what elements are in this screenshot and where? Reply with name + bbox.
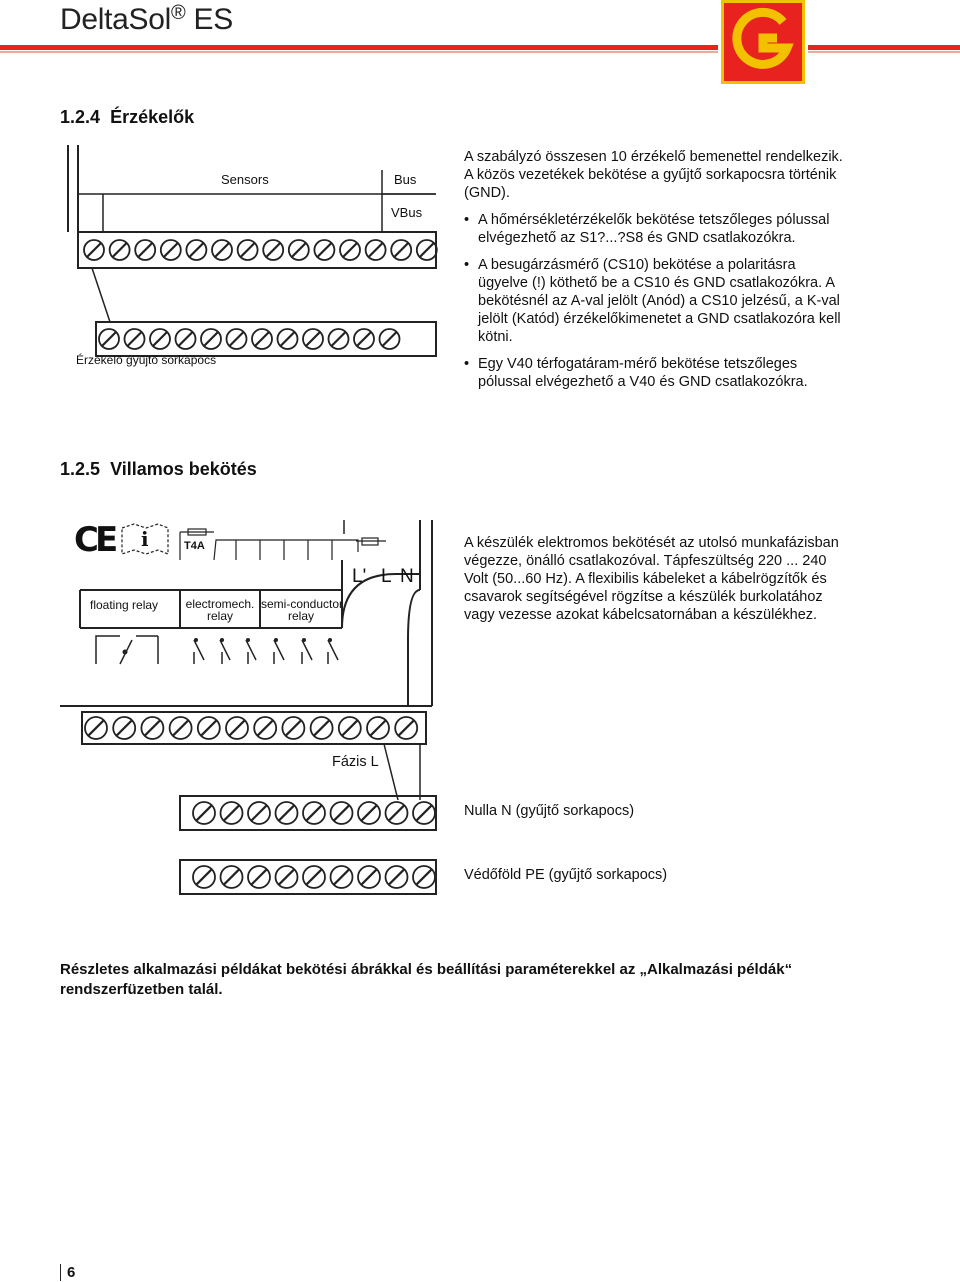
- label-phase: Fázis L: [332, 754, 379, 770]
- label-terminal-l: L: [381, 566, 392, 587]
- screw-slot: [416, 869, 431, 884]
- screw-slot: [342, 720, 357, 735]
- screw-slot: [416, 805, 431, 820]
- screw-slot: [88, 720, 103, 735]
- screw-slot: [334, 869, 349, 884]
- screw-slot: [224, 869, 239, 884]
- relay-terminal-row: [85, 717, 417, 739]
- screw-slot: [389, 869, 404, 884]
- screw-slot: [334, 805, 349, 820]
- screw-slot: [389, 805, 404, 820]
- screw-slot: [117, 720, 132, 735]
- neutral-terminal-row: [193, 802, 435, 824]
- footnote: Részletes alkalmazási példákat bekötési ábrákkal és beállítási paraméterekkel az „Alkalmazási példák“ rendszerfüzetben talál.: [60, 961, 793, 998]
- page-number: 6: [60, 1264, 75, 1281]
- label-sensor-collector: Érzékelő gyűjtő sorkapocs: [76, 353, 217, 367]
- screw-slot: [279, 805, 294, 820]
- screw-slot: [258, 720, 273, 735]
- electrical-text: A készülék elektromos bekötését az utolsó munkafázisban végezze, önálló csatlakozóval. Tápfeszültség 220 ... 240 Volt (50...60 Hz). A flexibilis kábeleket a kábelrögzítők és csavarok segítségével rögzítse a készülék burkolatához vagy vezesse azokat kábelcsatornában a készülékhez.: [464, 535, 839, 623]
- label-sensors: Sensors: [221, 172, 269, 187]
- sensor-bullet-1: • A hőmérsékletérzékelők bekötése tetszőleges pólussal elvégezhető az S1?...?S8 és GND csatlakozókra.: [464, 211, 849, 247]
- info-icon: i: [141, 527, 149, 551]
- label-earth: Védőföld PE (gyűjtő sorkapocs): [464, 867, 668, 883]
- screw-slot: [229, 720, 244, 735]
- ce-mark: CE: [74, 520, 115, 560]
- label-vbus: VBus: [391, 205, 423, 220]
- screw-slot: [251, 869, 266, 884]
- screw-slot: [196, 869, 211, 884]
- screw-slot: [201, 720, 216, 735]
- screw-slot: [361, 805, 376, 820]
- screw-slot: [145, 720, 160, 735]
- label-bus: Bus: [394, 172, 417, 187]
- label-semiconductor-relay: semi-conductor relay: [261, 597, 344, 623]
- screw-slot: [251, 805, 266, 820]
- screw-slot: [306, 869, 321, 884]
- screw-slot: [361, 869, 376, 884]
- label-electromech-relay: electromech. relay: [185, 597, 255, 623]
- screw-slot: [399, 720, 414, 735]
- sensor-intro: A szabályzó összesen 10 érzékelő bemenettel rendelkezik. A közös vezetékek bekötése a gyűjtő sorkapocsra történik (GND).: [464, 149, 843, 201]
- sensor-bullet-3: • Egy V40 térfogatáram-mérő bekötése tetszőleges pólussal elvégezhető a V40 és GND csatlakozókra.: [464, 355, 849, 391]
- screw-slot: [370, 720, 385, 735]
- electrical-description: [464, 534, 849, 624]
- label-neutral: Nulla N (gyűjtő sorkapocs): [464, 803, 635, 819]
- section-title-sensors: 1.2.4 Érzékelők: [60, 107, 195, 127]
- label-terminal-l-prime: L': [352, 566, 367, 587]
- earth-terminal-row: [193, 866, 435, 888]
- brand-title: DeltaSol® ES: [60, 2, 233, 36]
- label-floating-relay: floating relay: [90, 598, 159, 612]
- screw-slot: [173, 720, 188, 735]
- label-terminal-n: N: [400, 566, 414, 587]
- screw-slot: [224, 805, 239, 820]
- screw-slot: [314, 720, 329, 735]
- screw-slot: [196, 805, 211, 820]
- label-fuse: T4A: [184, 540, 205, 552]
- screw-slot: [286, 720, 301, 735]
- screw-slot: [306, 805, 321, 820]
- sensor-bullet-2: • A besugárzásmérő (CS10) bekötése a polaritásra ügyelve (!) köthető be a CS10 és GND csatlakozókra. A bekötésnél az A-val jelölt (Anód) a CS10 jelzésű, a K-val jelölt (Katód) érzékelőkimenetet a GND csatlakozóra kell kötni.: [464, 256, 849, 346]
- screw-slot: [279, 869, 294, 884]
- section-title-electrical: 1.2.5 Villamos bekötés: [60, 459, 257, 479]
